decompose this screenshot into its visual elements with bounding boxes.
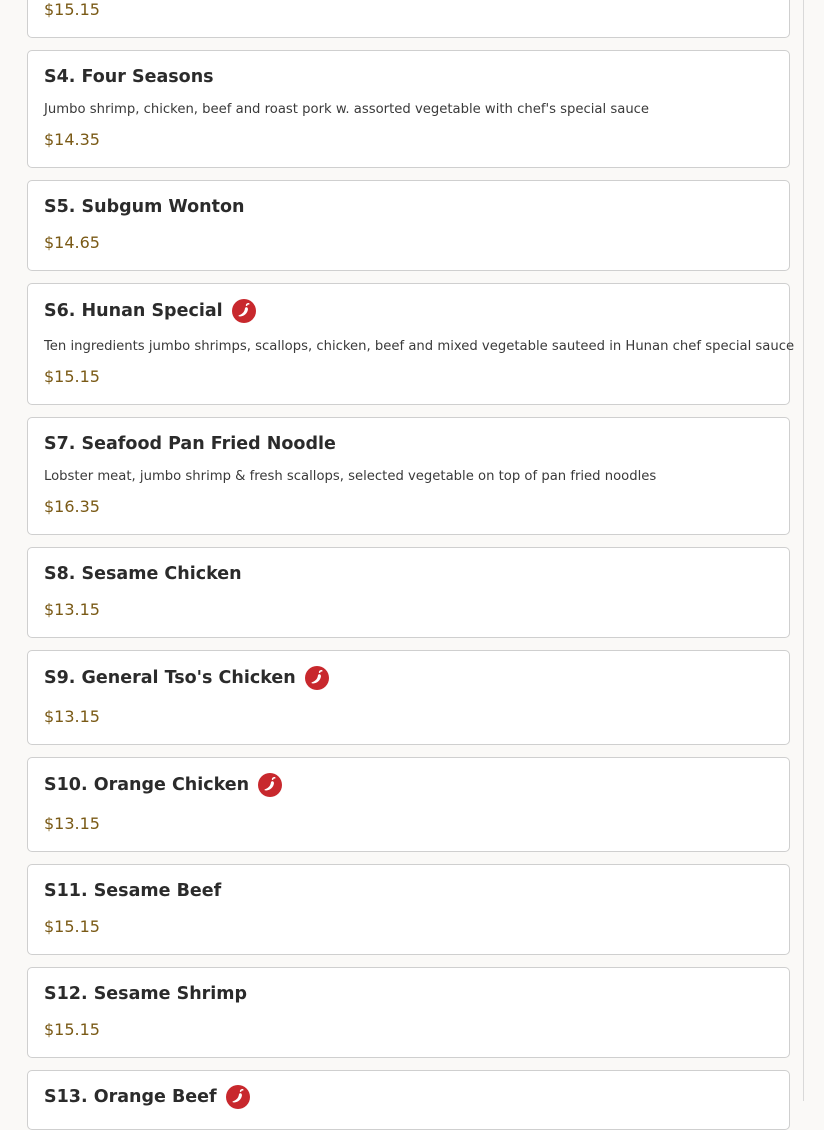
item-name: S6. Hunan Special [44, 301, 223, 321]
item-price: $13.15 [44, 814, 100, 833]
item-name: S9. General Tso's Chicken [44, 668, 296, 688]
item-name: S13. Orange Beef [44, 1087, 217, 1107]
menu-item-card[interactable] [27, 1070, 790, 1130]
menu-item-card[interactable] [27, 417, 790, 535]
item-name: S12. Sesame Shrimp [44, 984, 248, 1004]
menu-item-card[interactable] [27, 967, 790, 1058]
menu-item-card[interactable] [27, 650, 790, 745]
item-price: $14.65 [44, 233, 100, 252]
chili-pepper-icon [226, 1085, 250, 1109]
item-name: S8. Sesame Chicken [44, 564, 242, 584]
menu-item-card[interactable] [27, 864, 790, 955]
item-name: S7. Seafood Pan Fried Noodle [44, 434, 336, 454]
item-price: $13.15 [44, 600, 100, 619]
menu-item-card[interactable] [27, 547, 790, 638]
menu-item-card[interactable] [27, 180, 790, 271]
item-price: $14.35 [44, 130, 100, 149]
item-price: $16.35 [44, 497, 100, 516]
item-name: S10. Orange Chicken [44, 775, 250, 795]
panel-right-border [803, 0, 804, 1101]
item-price: $15.15 [44, 367, 100, 386]
menu-item-card[interactable] [27, 757, 790, 852]
item-name: S11. Sesame Beef [44, 881, 222, 901]
item-price: $15.15 [44, 1020, 100, 1039]
item-description: Lobster meat, jumbo shrimp & fresh scallops, selected vegetable on top of pan fried noodles [44, 469, 657, 484]
chili-pepper-icon [232, 299, 256, 323]
item-description: Jumbo shrimp, chicken, beef and roast pork w. assorted vegetable with chef's special sauce [44, 102, 650, 117]
item-price: $15.15 [44, 917, 100, 936]
item-price: $13.15 [44, 707, 100, 726]
chili-pepper-icon [258, 773, 282, 797]
item-description: Ten ingredients jumbo shrimps, scallops, chicken, beef and mixed vegetable sauteed in Hunan chef special sauce [44, 339, 795, 354]
menu-item-card[interactable] [27, 0, 790, 38]
menu-item-card[interactable] [27, 283, 795, 405]
menu-item-card[interactable] [27, 50, 790, 168]
item-name: S4. Four Seasons [44, 67, 214, 87]
item-name: S5. Subgum Wonton [44, 197, 245, 217]
item-price: $15.15 [44, 0, 100, 19]
chili-pepper-icon [305, 666, 329, 690]
